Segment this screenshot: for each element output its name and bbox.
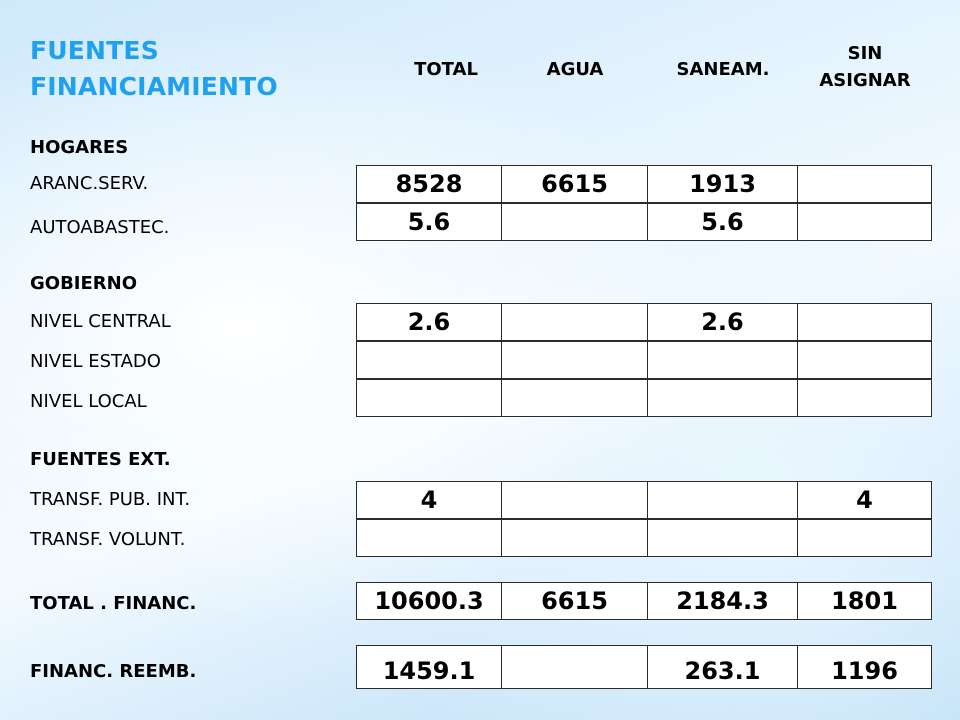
table-cell-total: 8528 — [356, 165, 502, 203]
table-cell-total: 2.6 — [356, 303, 502, 341]
table-row — [356, 481, 932, 519]
table-cell-total — [356, 379, 502, 417]
column-header-total: TOTAL — [414, 59, 478, 80]
table-row — [356, 582, 932, 620]
table-cell-agua — [502, 379, 648, 417]
table-cell-sin-asignar — [798, 379, 932, 417]
table-cell-sin-asignar — [798, 341, 932, 379]
column-header-agua: AGUA — [546, 59, 604, 80]
row-label-transf-pub-int: TRANSF. PUB. INT. — [30, 489, 191, 510]
row-label-transf-volunt: TRANSF. VOLUNT. — [30, 529, 186, 550]
page-title: FUENTES FINANCIAMIENTO — [30, 36, 278, 101]
table-cell-saneam — [648, 481, 798, 519]
section-heading-fuentes-ext: FUENTES EXT. — [30, 449, 171, 470]
table-cell-saneam — [648, 341, 798, 379]
table-row — [356, 165, 932, 203]
table-row — [356, 379, 932, 417]
row-label-aranc-serv: ARANC.SERV. — [30, 173, 149, 194]
row-label-total-financ: TOTAL . FINANC. — [30, 593, 197, 614]
table-row — [356, 519, 932, 557]
table-cell-total: 5.6 — [356, 203, 502, 241]
table-row — [356, 341, 932, 379]
table-cell-agua — [502, 481, 648, 519]
row-label-nivel-estado: NIVEL ESTADO — [30, 351, 161, 372]
row-label-nivel-central: NIVEL CENTRAL — [30, 311, 171, 332]
table-cell-agua — [502, 341, 648, 379]
table-row — [356, 645, 932, 689]
table-cell-sin-asignar: 1801 — [798, 582, 932, 620]
table-cell-agua — [502, 519, 648, 557]
row-label-financ-reemb: FINANC. REEMB. — [30, 661, 197, 682]
table-cell-saneam: 5.6 — [648, 203, 798, 241]
table-row — [356, 303, 932, 341]
table-cell-sin-asignar — [798, 303, 932, 341]
column-header-saneam: SANEAM. — [676, 59, 770, 80]
table-cell-agua: 6615 — [502, 582, 648, 620]
section-heading-hogares: HOGARES — [30, 137, 129, 158]
table-cell-sin-asignar — [798, 165, 932, 203]
table-cell-saneam: 263.1 — [648, 645, 798, 689]
table-cell-saneam: 1913 — [648, 165, 798, 203]
row-label-autoabastec: AUTOABASTEC. — [30, 217, 170, 238]
table-cell-total: 1459.1 — [356, 645, 502, 689]
row-label-nivel-local: NIVEL LOCAL — [30, 391, 147, 412]
column-header-sin-asignar: SIN ASIGNAR — [819, 43, 911, 91]
table-cell-saneam: 2184.3 — [648, 582, 798, 620]
table-cell-sin-asignar: 4 — [798, 481, 932, 519]
table-cell-saneam — [648, 379, 798, 417]
table-cell-total — [356, 341, 502, 379]
table-cell-saneam — [648, 519, 798, 557]
table-cell-saneam: 2.6 — [648, 303, 798, 341]
section-heading-gobierno: GOBIERNO — [30, 273, 138, 294]
table-cell-agua — [502, 303, 648, 341]
table-cell-sin-asignar — [798, 519, 932, 557]
table-cell-sin-asignar — [798, 203, 932, 241]
table-cell-agua — [502, 645, 648, 689]
table-cell-total — [356, 519, 502, 557]
table-row — [356, 203, 932, 241]
table-cell-sin-asignar: 1196 — [798, 645, 932, 689]
table-cell-agua: 6615 — [502, 165, 648, 203]
table-cell-total: 10600.3 — [356, 582, 502, 620]
table-cell-agua — [502, 203, 648, 241]
table-cell-total: 4 — [356, 481, 502, 519]
